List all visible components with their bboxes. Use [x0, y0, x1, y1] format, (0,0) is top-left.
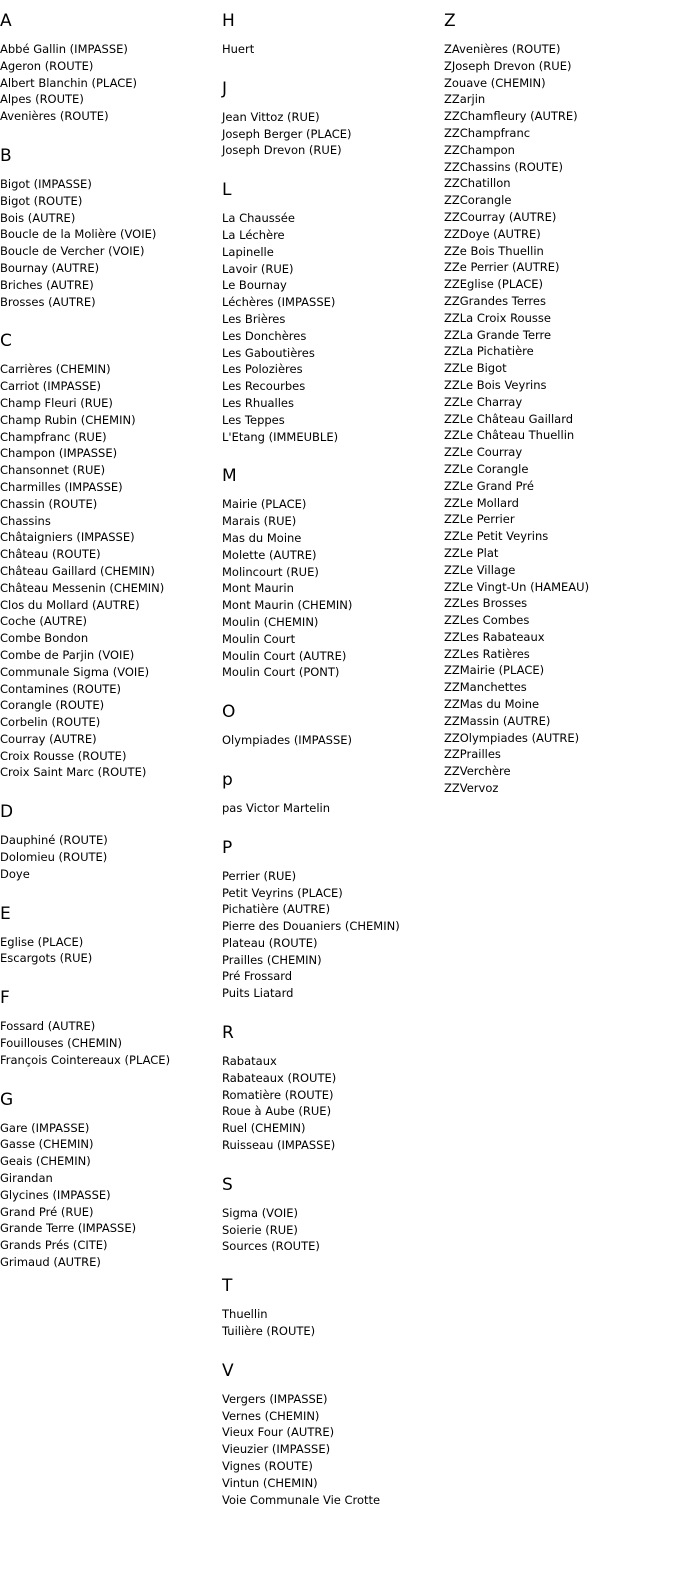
street-item[interactable]: Clos du Mollard (AUTRE): [0, 597, 140, 612]
street-item[interactable]: Albert Blanchin (PLACE): [0, 75, 138, 90]
letter-heading: p: [222, 769, 233, 790]
street-list: [222, 1306, 442, 1340]
street-item[interactable]: Grande Terre (IMPASSE): [0, 1221, 137, 1236]
street-item[interactable]: ZAvenières (ROUTE): [444, 42, 561, 56]
street-item[interactable]: Charmilles (IMPASSE): [0, 479, 123, 494]
street-item[interactable]: Molincourt (RUE): [222, 564, 319, 579]
street-list: [222, 1053, 442, 1154]
street-list: [222, 1391, 442, 1509]
street-item[interactable]: ZZLe Village: [444, 562, 516, 577]
street-item[interactable]: Briches (AUTRE): [0, 277, 94, 292]
street-item[interactable]: Abbé Gallin (IMPASSE): [0, 42, 128, 56]
street-item[interactable]: ZJoseph Drevon (RUE): [444, 58, 572, 73]
street-item[interactable]: Marais (RUE): [222, 514, 297, 529]
letter-heading: E: [0, 903, 11, 924]
street-item[interactable]: Avenières (ROUTE): [0, 109, 109, 124]
street-item[interactable]: Château (ROUTE): [0, 547, 101, 562]
street-list: [222, 41, 442, 58]
street-item[interactable]: Voie Communale Vie Crotte: [222, 1492, 381, 1507]
street-item[interactable]: Vignes (ROUTE): [222, 1459, 313, 1474]
street-item[interactable]: ZZLes Ratières: [444, 646, 530, 661]
letter-heading: F: [0, 988, 10, 1009]
street-item[interactable]: ZZVerchère: [444, 764, 511, 779]
letter-group: [222, 1361, 442, 1509]
letter-heading: H: [222, 11, 235, 31]
street-item[interactable]: Le Bournay: [222, 278, 287, 293]
street-item[interactable]: Château Gaillard (CHEMIN): [0, 563, 155, 578]
street-item[interactable]: Bigot (ROUTE): [0, 193, 83, 208]
street-item[interactable]: Petit Veyrins (PLACE): [222, 885, 343, 900]
street-item[interactable]: Soierie (RUE): [222, 1222, 298, 1237]
street-list: [0, 934, 220, 968]
letter-group: [444, 11, 675, 797]
street-item[interactable]: Combe Bondon: [0, 631, 89, 646]
letter-heading: R: [222, 1023, 234, 1044]
street-item[interactable]: Château Messenin (CHEMIN): [0, 580, 165, 595]
street-item[interactable]: Joseph Berger (PLACE): [222, 126, 352, 141]
letter-group: [222, 770, 442, 817]
street-item[interactable]: Olympiades (IMPASSE): [222, 733, 353, 748]
street-item[interactable]: ZZLe Courray: [444, 445, 523, 460]
street-item[interactable]: Vintun (CHEMIN): [222, 1475, 318, 1490]
letter-heading: T: [222, 1276, 233, 1297]
street-list: [0, 1120, 220, 1271]
street-item[interactable]: ZZLes Rabateaux: [444, 629, 545, 644]
letter-heading: L: [222, 180, 232, 201]
street-item[interactable]: La Léchère: [222, 227, 285, 242]
street-item[interactable]: Moulin Court: [222, 631, 296, 646]
street-item[interactable]: Grimaud (AUTRE): [0, 1255, 101, 1270]
street-item[interactable]: Mas du Moine: [222, 530, 302, 545]
street-item[interactable]: ZZarjin: [444, 92, 486, 107]
street-item[interactable]: Sigma (VOIE): [222, 1205, 299, 1220]
letter-heading: O: [222, 702, 236, 723]
street-item[interactable]: Dolomieu (ROUTE): [0, 850, 108, 865]
letter-group: [222, 1175, 442, 1255]
street-list: [222, 109, 442, 159]
letter-heading: A: [0, 11, 12, 31]
street-item[interactable]: Ruel (CHEMIN): [222, 1121, 306, 1136]
street-item[interactable]: ZZLe Château Thuellin: [444, 428, 575, 443]
street-item[interactable]: ZZLe Perrier: [444, 512, 515, 527]
street-item[interactable]: Escargots (RUE): [0, 951, 93, 966]
street-item[interactable]: Coche (AUTRE): [0, 614, 87, 629]
letter-heading: J: [222, 78, 228, 99]
street-item[interactable]: Contamines (ROUTE): [0, 681, 122, 696]
street-item[interactable]: Les Brières: [222, 311, 286, 326]
letter-group: [0, 904, 220, 968]
street-item[interactable]: Pierre des Douaniers (CHEMIN): [222, 919, 400, 934]
street-item[interactable]: Champ Fleuri (RUE): [0, 395, 113, 410]
letter-heading: B: [0, 145, 12, 166]
street-item[interactable]: pas Victor Martelin: [222, 800, 331, 815]
street-item[interactable]: ZZManchettes: [444, 680, 527, 695]
street-item[interactable]: Corbelin (ROUTE): [0, 715, 101, 730]
letter-heading: S: [222, 1174, 233, 1195]
letter-group: [0, 988, 220, 1068]
street-item[interactable]: Gare (IMPASSE): [0, 1120, 90, 1135]
street-item[interactable]: Vergers (IMPASSE): [222, 1391, 328, 1406]
street-item[interactable]: ZZLe Charray: [444, 394, 523, 409]
street-item[interactable]: Geais (CHEMIN): [0, 1154, 91, 1169]
street-item[interactable]: Sources (ROUTE): [222, 1239, 320, 1254]
street-item[interactable]: ZZMassin (AUTRE): [444, 713, 551, 728]
street-item[interactable]: Vieux Four (AUTRE): [222, 1425, 335, 1440]
index-column: [0, 11, 220, 1292]
letter-heading: V: [222, 1360, 234, 1381]
street-item[interactable]: Jean Vittoz (RUE): [222, 109, 320, 124]
street-item[interactable]: Courray (AUTRE): [0, 731, 97, 746]
street-item[interactable]: Croix Rousse (ROUTE): [0, 748, 127, 763]
letter-heading: G: [0, 1089, 14, 1110]
street-item[interactable]: ZZLe Bigot: [444, 361, 507, 376]
street-item[interactable]: Glycines (IMPASSE): [0, 1187, 111, 1202]
street-item[interactable]: ZZLa Pichatière: [444, 344, 534, 359]
letter-group: [222, 838, 442, 1002]
street-item[interactable]: Corangle (ROUTE): [0, 698, 105, 713]
street-item[interactable]: Ruisseau (IMPASSE): [222, 1138, 336, 1153]
street-item[interactable]: ZZDoye (AUTRE): [444, 226, 541, 241]
street-item[interactable]: ZZLe Grand Pré: [444, 478, 534, 493]
street-item[interactable]: ZZChassins (ROUTE): [444, 159, 563, 174]
letter-group: [0, 802, 220, 882]
street-list: [444, 41, 675, 797]
street-item[interactable]: Moulin Court (PONT): [222, 665, 340, 680]
street-item[interactable]: Tuilière (ROUTE): [222, 1324, 316, 1339]
street-item[interactable]: Vieuzier (IMPASSE): [222, 1442, 331, 1457]
street-item[interactable]: Combe de Parjin (VOIE): [0, 647, 135, 662]
street-item[interactable]: Lapinelle: [222, 244, 274, 259]
letter-group: [0, 146, 220, 310]
street-item[interactable]: Brosses (AUTRE): [0, 294, 96, 309]
street-item[interactable]: Bournay (AUTRE): [0, 260, 100, 275]
letter-group: [222, 11, 442, 58]
street-item[interactable]: ZZChampon: [444, 142, 515, 157]
street-item[interactable]: Les Recourbes: [222, 379, 306, 394]
street-item[interactable]: ZZLa Croix Rousse: [444, 310, 551, 325]
street-item[interactable]: Doye: [0, 866, 30, 881]
street-item[interactable]: Fossard (AUTRE): [0, 1019, 96, 1034]
street-item[interactable]: Rabateaux (ROUTE): [222, 1070, 337, 1085]
street-item[interactable]: Puits Liatard: [222, 986, 294, 1001]
street-item[interactable]: Perrier (RUE): [222, 868, 297, 883]
street-item[interactable]: La Chaussée: [222, 211, 295, 226]
street-list: [0, 832, 220, 882]
street-item[interactable]: Chassins: [0, 513, 51, 528]
street-item[interactable]: ZZLe Petit Veyrins: [444, 529, 549, 544]
letter-group: [0, 11, 220, 125]
street-item[interactable]: Les Gaboutières: [222, 345, 315, 360]
street-list: [222, 210, 442, 445]
street-item[interactable]: Roue à Aube (RUE): [222, 1104, 332, 1119]
street-item[interactable]: Gasse (CHEMIN): [0, 1137, 94, 1152]
street-item[interactable]: Prailles (CHEMIN): [222, 952, 322, 967]
letter-group: [222, 1276, 442, 1340]
street-list: [222, 496, 442, 681]
street-item[interactable]: ZZVervoz: [444, 781, 499, 796]
street-item[interactable]: Les Rhualles: [222, 395, 294, 410]
street-item[interactable]: Romatière (ROUTE): [222, 1087, 334, 1102]
street-item[interactable]: Huert: [222, 42, 255, 56]
street-item[interactable]: Chansonnet (RUE): [0, 463, 106, 478]
street-item[interactable]: ZZChampfranc: [444, 125, 531, 140]
letter-group: [222, 702, 442, 749]
street-item[interactable]: François Cointereaux (PLACE): [0, 1052, 171, 1067]
street-item[interactable]: Châtaigniers (IMPASSE): [0, 530, 135, 545]
street-item[interactable]: Mont Maurin: [222, 581, 294, 596]
street-item[interactable]: ZZLes Brosses: [444, 596, 528, 611]
street-item[interactable]: Boucle de Vercher (VOIE): [0, 244, 145, 259]
street-item[interactable]: Les Polozières: [222, 362, 303, 377]
street-list: [222, 1205, 442, 1255]
street-item[interactable]: Boucle de la Molière (VOIE): [0, 227, 157, 242]
street-item[interactable]: ZZLe Plat: [444, 545, 499, 560]
street-list: [0, 361, 220, 781]
index-column: [444, 11, 675, 818]
street-item[interactable]: Zouave (CHEMIN): [444, 75, 546, 90]
letter-heading: C: [0, 331, 12, 352]
street-item[interactable]: ZZLe Corangle: [444, 461, 529, 476]
index-column: [222, 11, 442, 1529]
street-item[interactable]: Chassin (ROUTE): [0, 496, 98, 511]
street-item[interactable]: Plateau (ROUTE): [222, 935, 318, 950]
street-list: [222, 732, 442, 749]
street-item[interactable]: ZZEglise (PLACE): [444, 277, 543, 292]
street-item[interactable]: ZZLa Grande Terre: [444, 327, 552, 342]
street-item[interactable]: ZZLe Bois Veyrins: [444, 377, 547, 392]
street-item[interactable]: Rabataux: [222, 1054, 277, 1069]
street-item[interactable]: Fouillouses (CHEMIN): [0, 1036, 122, 1051]
street-item[interactable]: ZZMairie (PLACE): [444, 663, 545, 678]
street-item[interactable]: Champfranc (RUE): [0, 429, 107, 444]
street-item[interactable]: Croix Saint Marc (ROUTE): [0, 765, 147, 780]
street-item[interactable]: ZZLes Combes: [444, 613, 530, 628]
street-item[interactable]: Moulin (CHEMIN): [222, 614, 319, 629]
street-item[interactable]: ZZOlympiades (AUTRE): [444, 730, 580, 745]
street-item[interactable]: ZZChatillon: [444, 176, 511, 191]
street-list: [0, 176, 220, 310]
street-item[interactable]: ZZLe Château Gaillard: [444, 411, 574, 426]
street-item[interactable]: Dauphiné (ROUTE): [0, 833, 108, 848]
letter-group: [0, 1090, 220, 1271]
street-list: [0, 1018, 220, 1068]
street-item[interactable]: Mairie (PLACE): [222, 497, 307, 512]
street-item[interactable]: ZZLe Vingt-Un (HAMEAU): [444, 579, 590, 594]
street-item[interactable]: Champon (IMPASSE): [0, 446, 118, 461]
street-item[interactable]: ZZe Perrier (AUTRE): [444, 260, 560, 275]
letter-heading: Z: [444, 11, 456, 31]
letter-heading: D: [0, 802, 14, 823]
letter-group: [0, 331, 220, 781]
street-item[interactable]: Mont Maurin (CHEMIN): [222, 598, 353, 613]
street-item[interactable]: Carrières (CHEMIN): [0, 362, 111, 377]
street-item[interactable]: Vernes (CHEMIN): [222, 1408, 320, 1423]
street-item[interactable]: Molette (AUTRE): [222, 547, 317, 562]
street-item[interactable]: Bois (AUTRE): [0, 210, 76, 225]
street-item[interactable]: ZZCorangle: [444, 193, 512, 208]
street-item[interactable]: Carriot (IMPASSE): [0, 379, 101, 394]
street-item[interactable]: ZZLe Mollard: [444, 495, 519, 510]
street-item[interactable]: Communale Sigma (VOIE): [0, 664, 150, 679]
street-item[interactable]: ZZPrailles: [444, 747, 501, 762]
letter-group: [222, 79, 442, 159]
street-item[interactable]: Eglise (PLACE): [0, 934, 84, 949]
letter-heading: M: [222, 466, 237, 487]
street-item[interactable]: ZZMas du Moine: [444, 697, 540, 712]
letter-group: [222, 180, 442, 445]
street-item[interactable]: Les Donchères: [222, 328, 307, 343]
street-item[interactable]: Pichatière (AUTRE): [222, 902, 331, 917]
letter-group: [222, 1023, 442, 1154]
street-item[interactable]: Les Teppes: [222, 412, 285, 427]
street-item[interactable]: Thuellin: [222, 1307, 268, 1322]
street-item[interactable]: Alpes (ROUTE): [0, 92, 84, 107]
street-item[interactable]: Girandan: [0, 1171, 53, 1186]
street-item[interactable]: L'Etang (IMMEUBLE): [222, 429, 339, 444]
street-item[interactable]: Pré Frossard: [222, 969, 293, 984]
street-item[interactable]: ZZCourray (AUTRE): [444, 209, 557, 224]
letter-heading: P: [222, 837, 233, 858]
street-item[interactable]: Léchères (IMPASSE): [222, 295, 336, 310]
street-item[interactable]: ZZe Bois Thuellin: [444, 243, 544, 258]
letter-group: [222, 466, 442, 681]
street-item[interactable]: ZZGrandes Terres: [444, 293, 546, 308]
street-list: [222, 800, 442, 817]
street-list: [222, 868, 442, 1002]
street-item[interactable]: Champ Rubin (CHEMIN): [0, 412, 136, 427]
street-item[interactable]: Moulin Court (AUTRE): [222, 648, 347, 663]
street-item[interactable]: Grand Pré (RUE): [0, 1204, 94, 1219]
street-item[interactable]: Bigot (IMPASSE): [0, 176, 92, 191]
street-item[interactable]: Ageron (ROUTE): [0, 58, 94, 73]
street-item[interactable]: Grands Prés (CITE): [0, 1238, 108, 1253]
street-item[interactable]: Joseph Drevon (RUE): [222, 143, 342, 158]
street-item[interactable]: ZZChamfleury (AUTRE): [444, 109, 578, 124]
street-item[interactable]: Lavoir (RUE): [222, 261, 294, 276]
street-list: [0, 41, 220, 125]
